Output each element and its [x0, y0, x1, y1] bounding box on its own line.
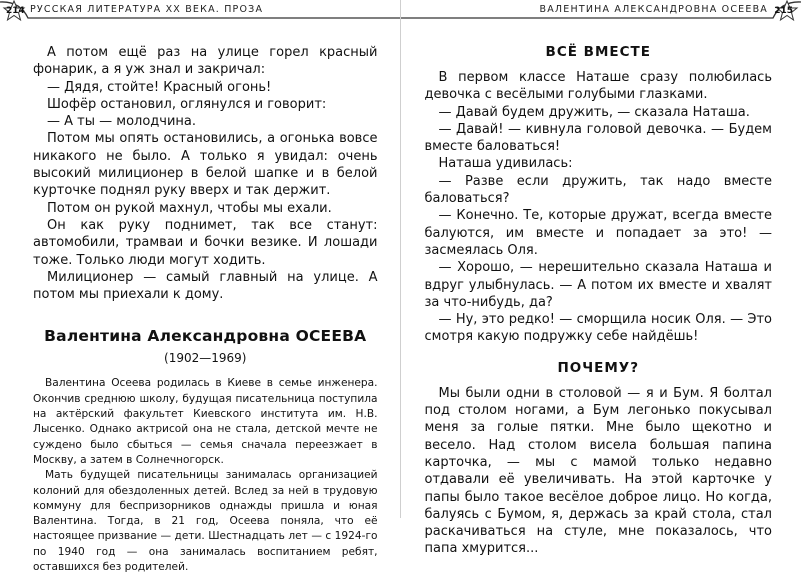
- story-paragraph: Мы были одни в столовой — я и Бум. Я болтал под столом ногами, а Бум легонько покусывал меня за голые пятки. Мне было щекотно и весело. Над столом висела большая папина карточка, — мы с мамой только недавно отдавали её увеличивать. На этой карточке у папы было такое весёлое доброе лицо. Но когда, балуясь с Бумом, я, держась за край стола, стал раскачиваться на стуле, мне показалось, что папа хмурится...: [424, 385, 772, 557]
- story-paragraph: — Конечно. Те, которые дружат, всегда вместе балуются, им вместе и попадает за это! — засмеялась Оля.: [424, 208, 772, 258]
- left-page-body: [33, 44, 378, 575]
- story-paragraph: — Хорошо, — нерешительно сказала Наташа и вдруг улыбнулась. — А потом их вместе и хвалят за что-нибудь, да?: [424, 260, 772, 310]
- running-header-left: [0, 0, 400, 22]
- right-page-body: [425, 44, 773, 558]
- story-paragraph: — Дядя, стойте! Красный огонь!: [47, 79, 272, 95]
- left-page: [0, 0, 401, 574]
- story-paragraph: В первом классе Наташе сразу полюбилась девочка с весёлыми голубыми глазками.: [424, 70, 772, 103]
- story-paragraph: Наташа удивилась:: [438, 156, 573, 172]
- story-paragraph: — Давай! — кивнула головой девочка. — Будем вместе баловаться!: [424, 121, 772, 155]
- story-paragraph: — Ну, это редко! — сморщила носик Оля. — Это смотря какую подружку себе найдёшь!: [424, 312, 772, 345]
- bio-paragraph: Валентина Осеева родилась в Киеве в семье инженера. Окончив среднюю школу, будущая писательница поступила на актёрский факультет Киевского института им. Н.В. Лысенко. Однако актрисой она не стала, детской мечте не суждено было сбыться — семья сначала переезжает в Москву, а затем в Солнечногорск.: [33, 377, 378, 466]
- story-paragraph: А потом ещё раз на улице горел красный фонарик, а я уж знал и закричал:: [33, 45, 378, 78]
- story-paragraph: Потом он рукой махнул, чтобы мы ехали.: [47, 200, 332, 216]
- story-paragraph: Он как руку поднимет, так все станут: автомобили, трамваи и бочки везике. И лошади тоже. Только люди могут ходить.: [33, 217, 378, 268]
- story-paragraph: Милиционер — самый главный на улице. А потом мы приехали к дому.: [33, 269, 378, 303]
- story-paragraph: Потом мы опять остановились, а огонька вовсе никакого не было. А только я увидал: очень высокий милиционер в белой шапке и в белой курточке поднял руку вверх и так держит.: [33, 131, 378, 199]
- author-heading: Валентина Александровна ОСЕЕВА: [44, 327, 367, 346]
- story-title: ВСЁ ВМЕСТЕ: [545, 44, 651, 60]
- story-paragraph: — А ты — молодчина.: [47, 114, 196, 130]
- story-paragraph: — Разве если дружить, так надо вместе баловаться?: [424, 173, 772, 207]
- page-number: 214: [6, 6, 25, 16]
- story-title: ПОЧЕМУ?: [557, 359, 640, 376]
- running-header-right: [401, 0, 801, 22]
- running-head-title: ВАЛЕНТИНА АЛЕКСАНДРОВНА ОСЕЕВА: [539, 4, 768, 15]
- page-number: 215: [774, 6, 793, 16]
- running-head-title: РУССКАЯ ЛИТЕРАТУРА XX ВЕКА. ПРОЗА: [30, 4, 264, 15]
- right-page: [401, 0, 801, 557]
- bio-paragraph: Мать будущей писательницы занималась организацией колоний для обездоленных детей. Вслед за ней в трудовую коммуну для беспризорников однажды пришла и юная Валентина. Тогда, в 21 год, Осеева поняла, что её настоящее призвание — дети. Шестнадцать лет — с 1924-го по 1940 год — она занималась воспитанием ребят, оставшихся без родителей.: [33, 469, 378, 574]
- story-paragraph: — Давай будем дружить, — сказала Наташа.: [438, 104, 750, 120]
- author-years: (1902—1969): [164, 351, 247, 366]
- story-paragraph: Шофёр остановил, оглянулся и говорит:: [47, 96, 327, 112]
